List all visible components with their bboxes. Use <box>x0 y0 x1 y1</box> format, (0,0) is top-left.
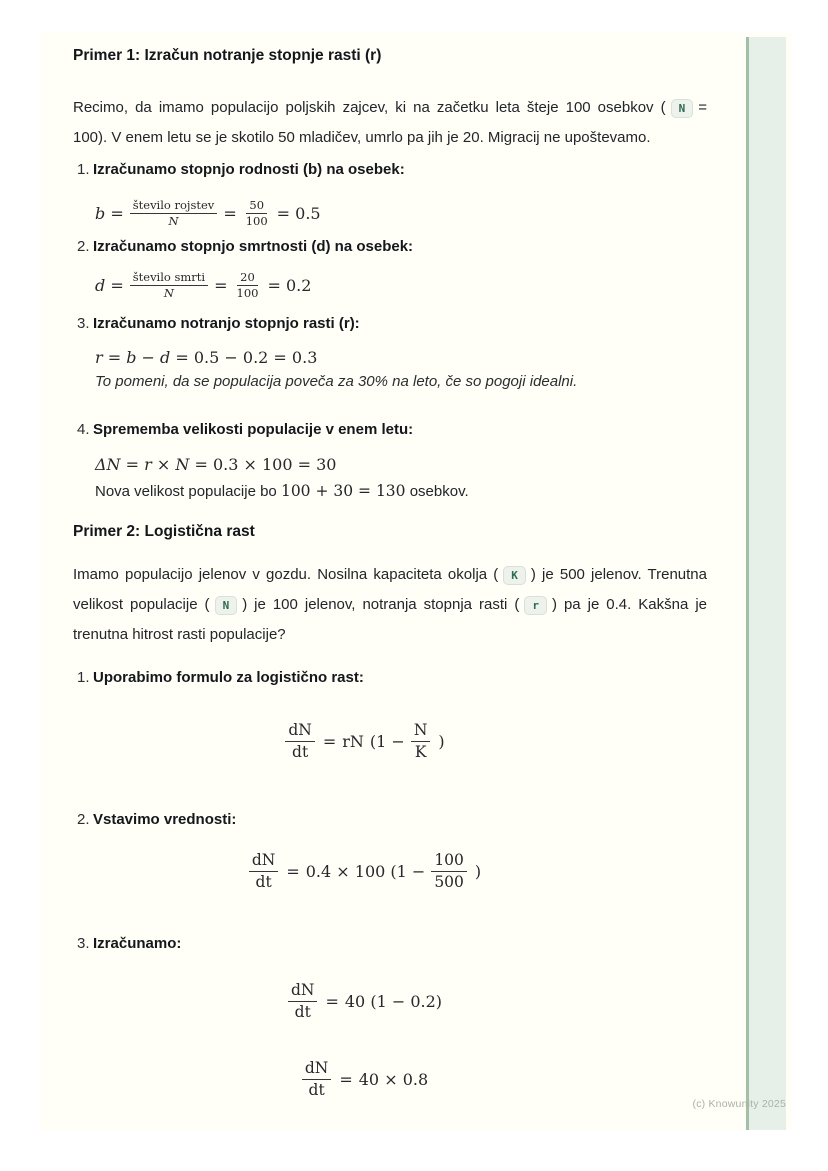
list-item-population-change <box>73 420 707 502</box>
display-formula-logistic: $\frac{dN}{dt}$ = rN (1 − $\frac{N}{K}$ ) <box>93 718 637 764</box>
watermark: (c) Knowunity 2025 <box>692 1098 786 1110</box>
steps-list-primer-2 <box>73 668 707 1102</box>
list-item-birth-rate <box>73 160 707 232</box>
list-item-number: 3. <box>77 315 90 332</box>
list-item-insert-values <box>73 810 707 894</box>
variable-chip-r: r <box>524 596 547 615</box>
formula-death-rate: d = $\frac{\text{število smrti}}{N}$ = $\frac{20}{100}$ = 0.2 <box>95 269 312 300</box>
fraction-dn-dt: $\frac{dN}{dt}$ <box>302 1059 332 1100</box>
list-item-heading: Uporabimo formulo za logistično rast: <box>93 669 364 686</box>
list-item-number: 2. <box>77 811 90 828</box>
fraction-dn-dt: $\frac{dN}{dt}$ <box>288 981 318 1022</box>
list-item-number: 1. <box>77 669 90 686</box>
steps-list-primer-1 <box>73 160 707 502</box>
list-item-logistic-formula <box>73 668 707 764</box>
list-item-number: 1. <box>77 161 90 178</box>
fraction: $\frac{\text{število rojstev}}{N}$ <box>130 199 218 228</box>
variable-chip-k: K <box>503 566 526 585</box>
fraction-100-500: $\frac{100}{500}$ <box>431 851 467 892</box>
variable-chip-n: N <box>671 99 694 118</box>
list-item-number: 2. <box>77 238 90 255</box>
document-page <box>40 33 792 1130</box>
intro-text: ) je 500 jelenov. Trenutna velikost populacije ( <box>73 566 707 613</box>
intro-text: Recimo, da imamo populacijo poljskih zajcev, ki na začetku leta šteje 100 osebkov ( <box>73 99 666 116</box>
formula-birth-rate: b = $\frac{\text{število rojstev}}{N}$ = $\frac{50}{100}$ = 0.5 <box>95 197 321 228</box>
fraction: $\frac{\text{število smrti}}{N}$ <box>130 271 208 300</box>
intro-paragraph-primer-1 <box>73 93 707 153</box>
result-sentence: Nova velikost populacije bo 100 + 30 = 130 osebkov. <box>95 482 469 500</box>
list-item-calculate <box>73 934 707 1102</box>
list-item-heading: Izračunamo notranjo stopnjo rasti (r): <box>93 315 360 332</box>
intro-text: Imamo populacijo jelenov v gozdu. Nosilna kapaciteta okolja ( <box>73 566 499 583</box>
fraction-dn-dt: $\frac{dN}{dt}$ <box>285 721 315 762</box>
list-item-death-rate <box>73 237 707 304</box>
display-formula-step-1: $\frac{dN}{dt}$ = 40 (1 − 0.2) <box>93 978 637 1024</box>
display-formula-step-2: $\frac{dN}{dt}$ = 40 × 0.8 <box>93 1056 637 1102</box>
list-item-heading: Sprememba velikosti populacije v enem letu: <box>93 421 414 438</box>
intro-text: = 100). V enem letu se je skotilo 50 mladičev, umrlo pa jih je 20. Migracij ne upoštevamo. <box>73 99 707 146</box>
intro-text: ) je 100 jelenov, notranja stopnja rasti ( <box>242 596 520 613</box>
document-content <box>40 33 792 1102</box>
formula-delta-n: ΔN = r × N = 0.3 × 100 = 30 <box>95 455 337 474</box>
note-italic: To pomeni, da se populacija poveča za 30% na leto, če so pogoji idealni. <box>95 373 578 390</box>
intro-text: ) pa je 0.4. Kakšna je trenutna hitrost rasti populacije? <box>73 596 707 643</box>
section-title-primer-1: Primer 1: Izračun notranje stopnje rasti (r) <box>73 47 382 64</box>
fraction-dn-dt: $\frac{dN}{dt}$ <box>249 851 279 892</box>
fraction: $\frac{20}{100}$ <box>236 269 259 300</box>
list-item-number: 4. <box>77 421 90 438</box>
list-item-heading: Izračunamo stopnjo smrtnosti (d) na osebek: <box>93 238 414 255</box>
section-title-primer-2: Primer 2: Logistična rast <box>73 523 255 540</box>
list-item-heading: Izračunamo: <box>93 935 182 952</box>
fraction-n-k: $\frac{N}{K}$ <box>411 721 431 762</box>
formula-growth-rate: r = b − d = 0.5 − 0.2 = 0.3 <box>95 348 318 367</box>
list-item-growth-rate <box>73 314 707 392</box>
variable-chip-n: N <box>215 596 238 615</box>
list-item-heading: Vstavimo vrednosti: <box>93 811 237 828</box>
list-item-number: 3. <box>77 935 90 952</box>
list-item-heading: Izračunamo stopnjo rodnosti (b) na osebek: <box>93 161 405 178</box>
intro-paragraph-primer-2 <box>73 560 707 650</box>
display-formula-values: $\frac{dN}{dt}$ = 0.4 × 100 (1 − $\frac{100}{500}$ ) <box>93 848 637 894</box>
fraction: $\frac{50}{100}$ <box>245 197 268 228</box>
